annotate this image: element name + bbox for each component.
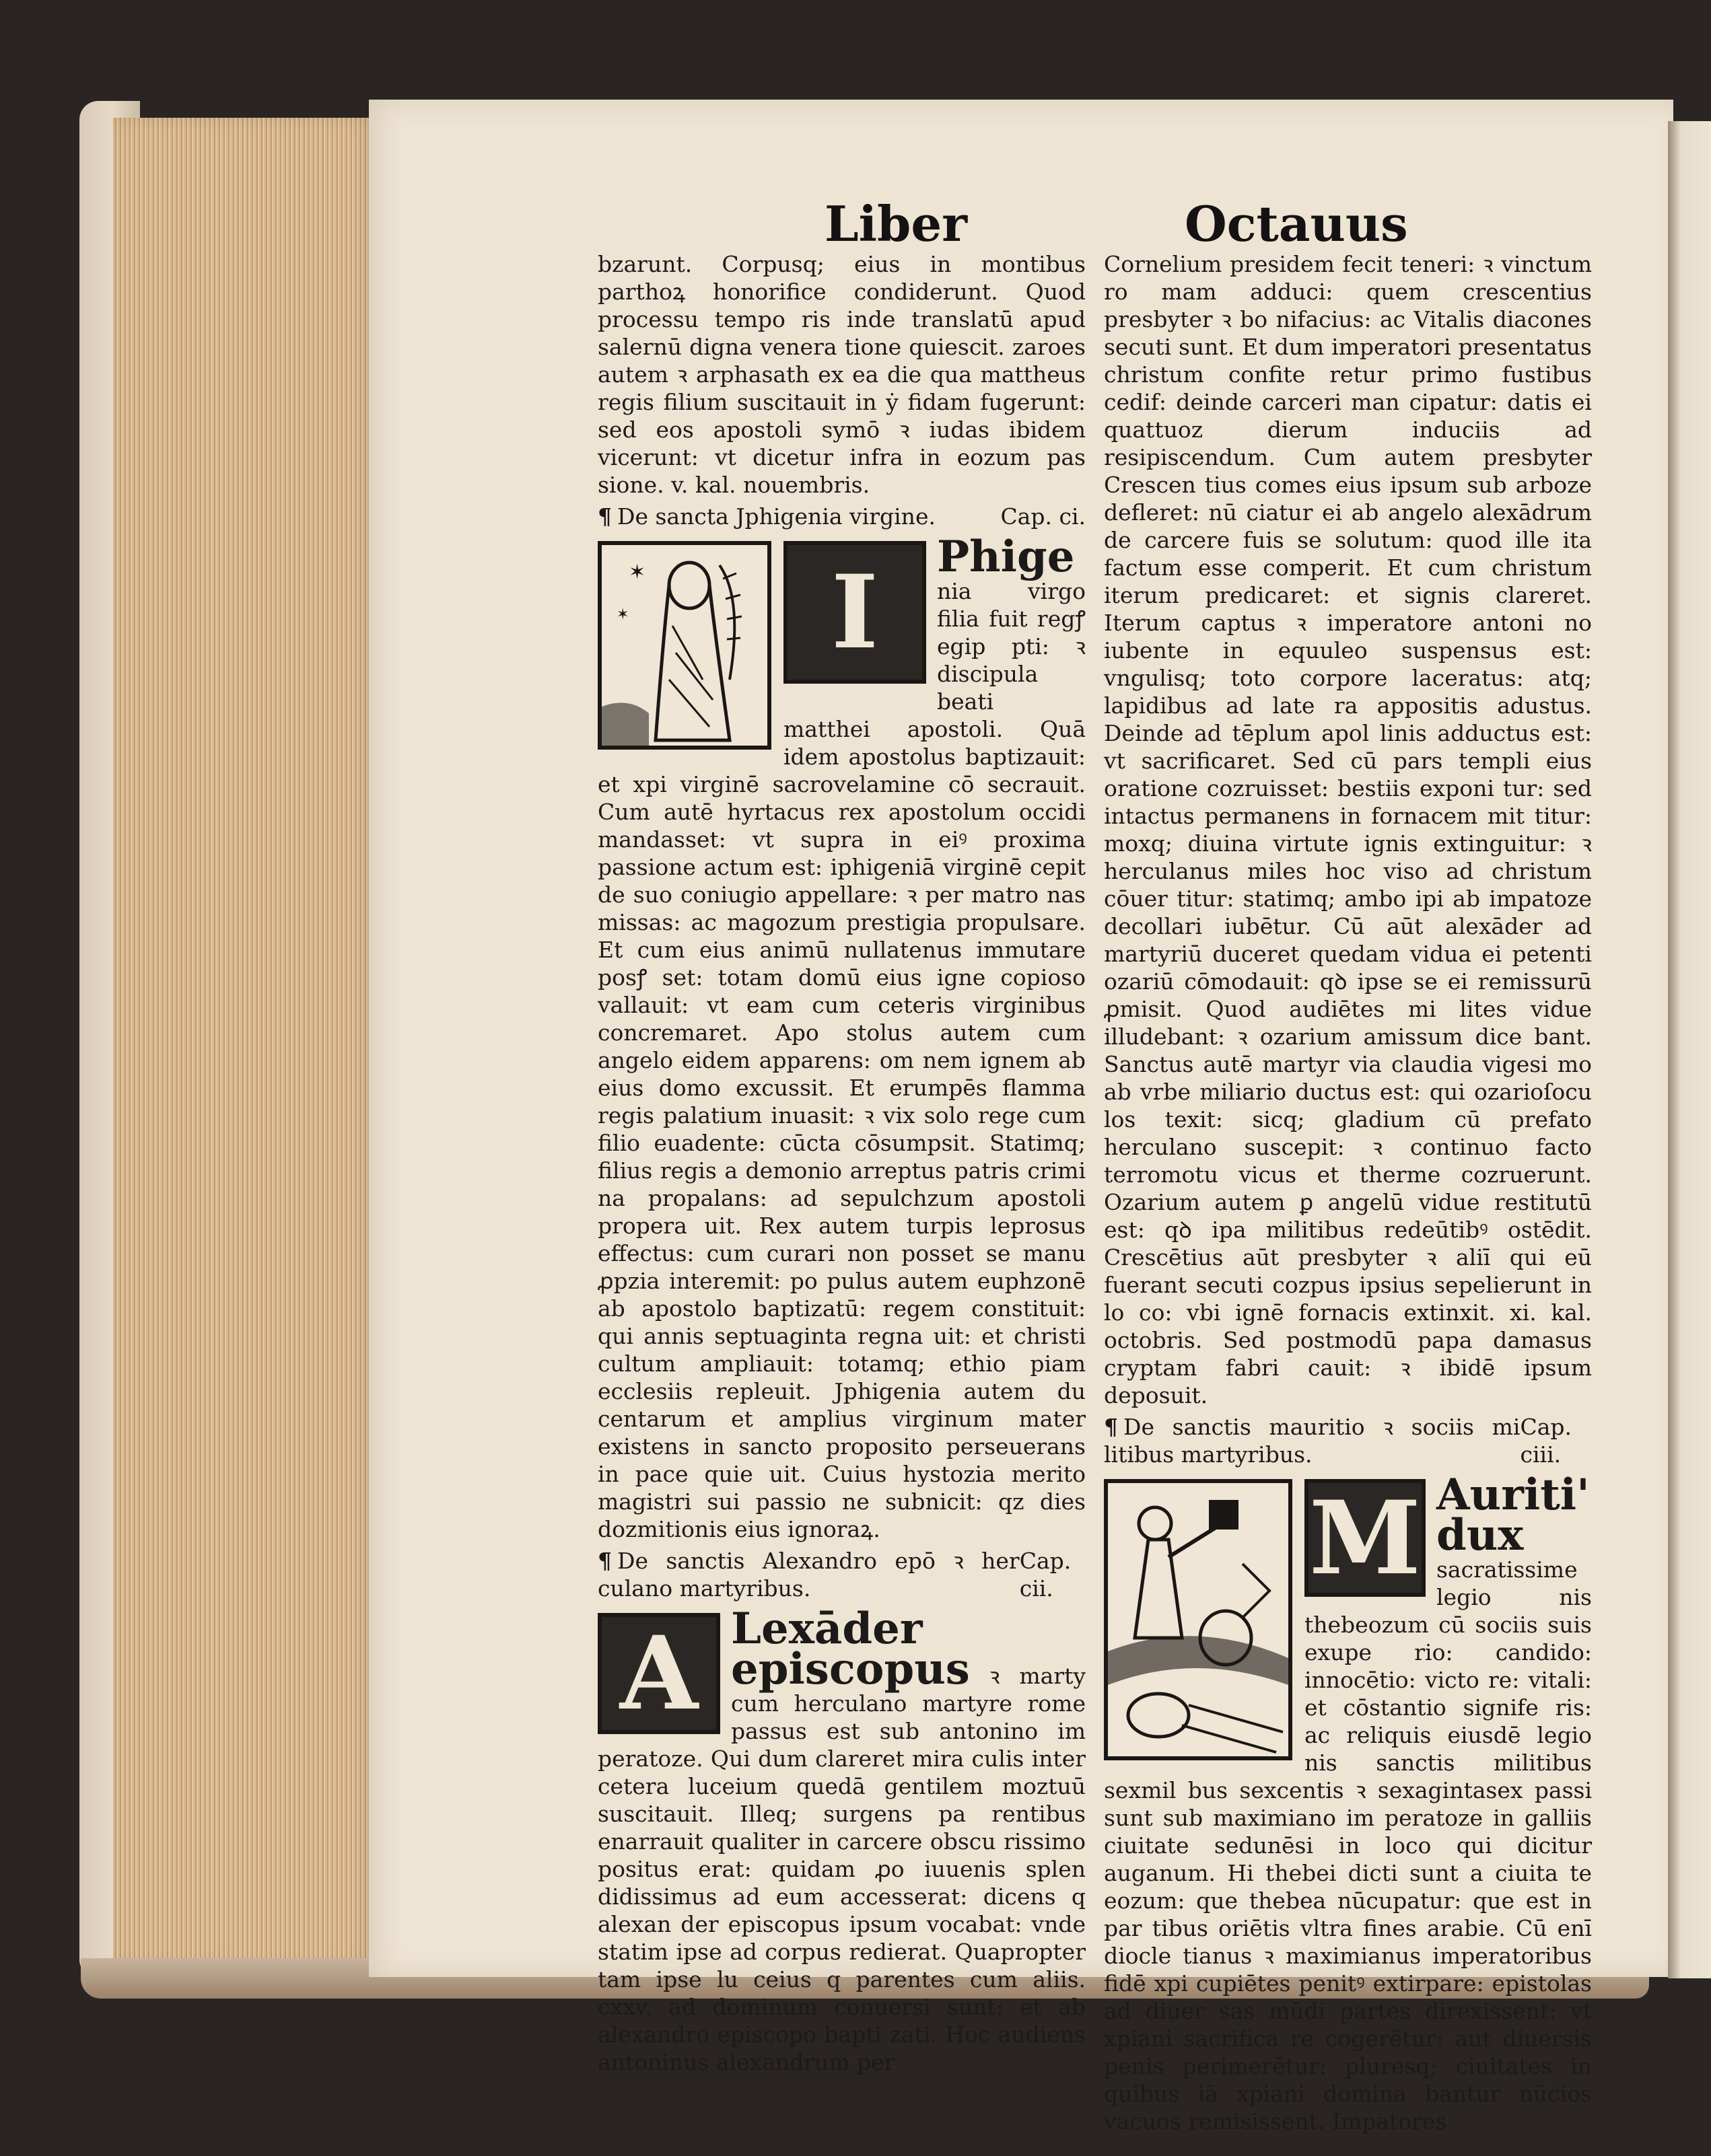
woodcut-martyrdom xyxy=(1104,1479,1292,1760)
running-header-left: Liber xyxy=(825,195,968,252)
lead-word: Lexāder episcopus xyxy=(731,1604,970,1694)
chapter-heading-iphigenia xyxy=(598,503,1086,530)
chapter-heading-alexander xyxy=(598,1547,1086,1602)
text-column-left xyxy=(598,250,1086,2076)
chapter-heading-mauritius xyxy=(1104,1413,1592,1468)
paragraph-alexander: Lexāder episcopus ꝛ marty cum herculano martyre rome passus est sub antonino im peratoze. Qui dum clareret mira culis inter cetera luceium quedā gentilem moztuū suscitauit. Illeq; surgens pa rentibus enarrauit qualiter in carcere obscu rissimo positus erat: quidam ꝓo iuuenis splen didissimus ad eum accesserat: dicens q alexan der episcopus ipsum vocabat: vnde statim ipse ad corpus redierat. Quapropter tam ipse lu ceius q parentes cum aliis. cxxv. ad dominum conuersi sunt: et ab alexandro episcopo bapti zati. Hoc audiens antoninus alexandrum per xyxy=(598,1604,1086,2075)
paragraph-mauritius: Auriti' dux sacratissime legio nis thebeozum cū sociis suis exupe rio: candido: innocētio: victo re: vitali: et cōstantio signife ris: ac reliquis eiusdē legio nis sanctis militibus sexmil bus sexcentis ꝛ sexagintasex passi sunt sub maximiano im peratoze in galliis ciuitate sedunēsi in loco qui dicitur auganum. Hi thebei dicti sunt a ciuita te eozum: que thebea nūcupatur: que est in par tibus oriētis vltra fines arabie. Cū enī diocle tianus ꝛ maximianus imperatoribus fidē xpi cupiētes penitꝰ extirpare: epistolas ad diuer sas mūdi partes direxissent: vt xpiani sacrifica re cogerētur: aut diuersis penis perimerētur: pluresq; ciuitates in quibus iā xpiani domina bantur nūcios vacuos remisissent. Impatores xyxy=(1104,1470,1592,2134)
chapter-number: Cap. cii. xyxy=(1019,1548,1072,1602)
paragraph-intro-left: bzarunt. Corpusq; eius in montibus parthoꝝ honorifice condiderunt. Quod processu tempo ris inde translatū apud salernū digna venera tione quiescit. zaroes autem ꝛ arphasath ex ea die qua mattheus regis filium suscitauit in ẏ fidam fugerunt: sed eos apostoli symō ꝛ iudas ibidem vicerunt: vt dicetur infra in eozum pas sione. v. kal. nouembris. xyxy=(598,251,1086,498)
woodcut-saint-iphigenia xyxy=(598,541,771,750)
chapter-title: ¶ De sanctis mauritio ꝛ sociis mi litibus martyribus. xyxy=(1104,1414,1521,1468)
lead-word: Auriti' dux xyxy=(1436,1470,1590,1560)
decorated-initial-a: A xyxy=(598,1613,720,1734)
svg-text:✶: ✶ xyxy=(617,606,629,623)
decorated-initial-m: M xyxy=(1304,1479,1426,1597)
decorated-initial-i: I xyxy=(783,541,926,684)
facing-page-edge xyxy=(1668,121,1711,1978)
paragraph-intro-right: Cornelium presidem fecit teneri: ꝛ vinctum ro mam adduci: quem crescentius presbyter ꝛ bo nifacius: ac Vitalis diacones secuti sunt. Et dum imperatori presentatus christum confite retur primo fustibus cedif: deinde carceri man cipatur: datis ei quattuoz dierum induciis ad resipiscendum. Cum autem presbyter Crescen tius comes eius ipsum sub arboze defleret: nū ciatur ei ab angelo alexādrum de carcere fuis se solutum: quod ille ita factum esse comperit. Et cum christum iterum predicaret: et signis clareret. Iterum captus ꝛ imperatore antoni no iubente in equuleo suspensus est: vngulisq; toto corpore laceratus: atq; lapidibus ad late ra appositis adustus. Deinde ad tēplum apol linis adductus est: vt sacrificaret. Sed cū pars templi eius oratione cozruisset: bestiis exponi tur: sed intactus permanens in fornacem mit titur: moxq; diuina virtute ignis extinguitur: ꝛ herculanus miles hoc viso ad christum cōuer titur: statimq; ambo ipi ab impatoze decollari iubētur. Cū aūt alexāder ad martyriū duceret quedam vidua ei petenti ozariū cōmodauit: qꝺ ipse se ei remissurū ꝓmisit. Quod audiētes mi lites vidue illudebant: ꝛ ozarium amissum dice bant. Sanctus autē martyr via claudia vigesi mo ab vrbe miliario ductus est: qui ozarioſocu los texit: sicq; gladium cū prefato herculano suscepit: ꝛ continuo facto terromotu vicus et therme cozruerunt. Ozarium autem ꝑ angelū vidue restitutū est: qꝺ ipa militibus redeūtibꝰ ostēdit. Crescētius aūt presbyter ꝛ aliī qui eū fuerant secuti cozpus ipsius sepelierunt in lo co: vbi ignē fornacis extinxit. xi. kal. octobris. Sed postmodū papa damasus cryptam fabri cauit: ꝛ ibidē ipsum deposuit. xyxy=(1104,251,1592,1408)
running-header-right: Octauus xyxy=(1185,195,1408,252)
martyrdom-scene-icon xyxy=(1108,1483,1288,1756)
chapter-number: Cap. ci. xyxy=(1000,503,1086,530)
svg-text:✶: ✶ xyxy=(629,561,646,584)
saint-figure-icon xyxy=(602,545,767,746)
page-edges xyxy=(113,118,372,1965)
text-column-right xyxy=(1104,250,1592,2135)
chapter-number: Cap. ciii. xyxy=(1520,1414,1572,1468)
chapter-title: ¶ De sancta Jphigenia virgine. xyxy=(598,503,936,530)
chapter-title: ¶ De sanctis Alexandro epō ꝛ her culano martyribus. xyxy=(598,1548,1020,1602)
paragraph-iphigenia: Phige nia virgo filia fuit regꝭ egip pti: ꝛ discipula beati matthei apostoli. Quā idem apostolus baptizauit: et xpi virginē sacrovelamine cō secrauit. Cum autē hyrtacus rex apostolum occidi mandasset: vt supra in eiꝰ proxima passione actum est: iphigeniā virginē cepit de suo coniugio appellare: ꝛ per matro nas missas: ac magozum prestigia propulsare. Et cum eius animū nullatenus immutare posꝭ set: totam domū eius igne copioso vallauit: vt eam cum ceteris virginibus concremaret. Apo stolus autem cum angelo eidem apparens: om nem ignem ab eius domo excussit. Et erumpēs flamma regis palatium inuasit: ꝛ vix solo rege cum filio euadente: cūcta cōsumpsit. Statimq; filius regis a demonio arreptus patris crimi na propalans: ad sepulchzum apostoli propera uit. Rex autem turpis leprosus effectus: cum curari non posset se manu ꝓpzia interemit: po pulus autem euphzonē ab apostolo baptizatū: regem constituit: qui annis septuaginta regna uit: et christi cultum ampliauit: totamq; ethio piam ecclesiis repleuit. Jphigenia autem du centarum et amplius virginum mater existens in sancto proposito perseuerans in pace quie uit. Cuius hystozia merito magistri sui passio ne subnicit: qz dies dozmitionis eius ignoraꝝ. xyxy=(598,532,1086,1542)
lead-word: Phige xyxy=(937,532,1075,582)
